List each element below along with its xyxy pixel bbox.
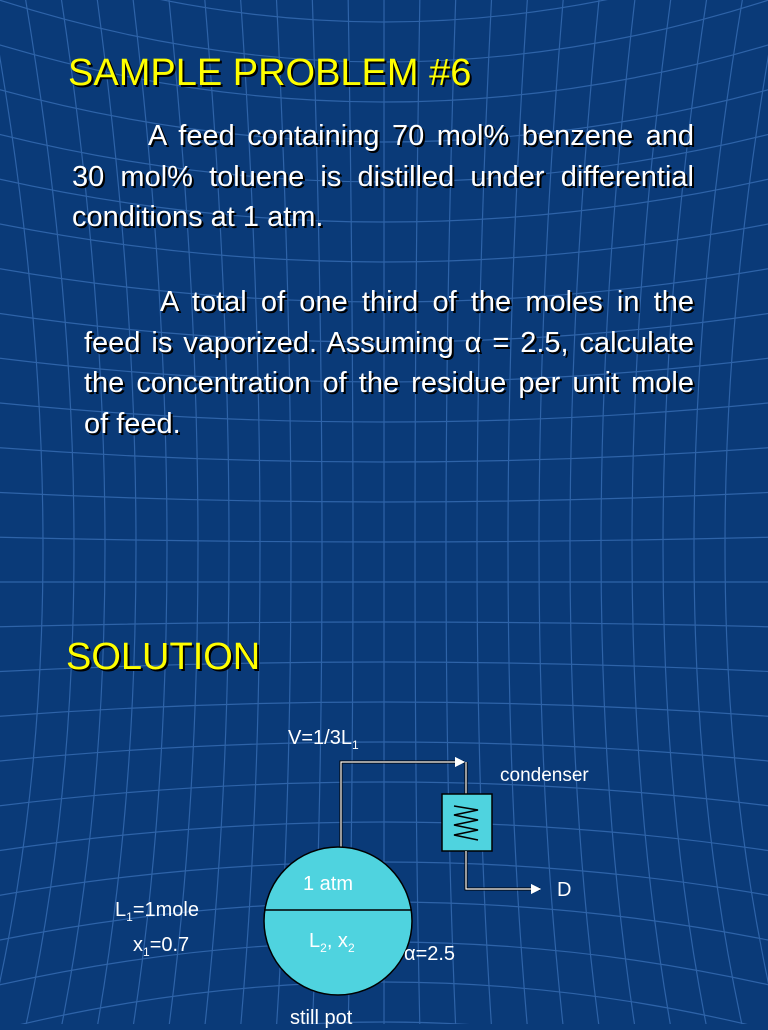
problem-paragraph-1: A feed containing 70 mol% benzene and 30 mol% toluene is distilled under differential conditions at 1 atm. <box>72 120 694 233</box>
condenser-label: condenser <box>500 765 589 786</box>
slide-title: SAMPLE PROBLEM #6 <box>68 52 472 94</box>
paragraph-2-text-b: = 2.5, calculate the concentration of the residue per unit mole of feed. <box>84 326 694 440</box>
alpha-symbol: α <box>464 326 482 359</box>
arrow-right-icon <box>466 851 540 889</box>
paragraph-2-text-a: A total of one third of the moles in the feed is vaporized. Assuming <box>84 286 694 359</box>
problem-paragraph-2 <box>84 282 694 444</box>
still-pot <box>264 847 412 995</box>
alpha-label: α=2.5 <box>404 943 456 965</box>
diagram-drawing <box>0 700 768 1024</box>
still-pot-label: still pot <box>290 1007 353 1029</box>
feed-fraction-label: $x_1=0.7$ <box>133 934 190 959</box>
condenser-coil-icon <box>442 794 492 851</box>
pressure-label: 1 atm <box>303 873 354 895</box>
solution-title: SOLUTION <box>66 636 261 678</box>
vapor-label: $V=1/3L_1$ <box>288 727 359 752</box>
distillate-label: D <box>557 879 572 901</box>
distillation-diagram <box>0 700 768 1029</box>
feed-moles-label: $L_1=1mole$ <box>115 899 199 924</box>
liquid-label: $L_2$, $x_2$ <box>309 930 355 955</box>
